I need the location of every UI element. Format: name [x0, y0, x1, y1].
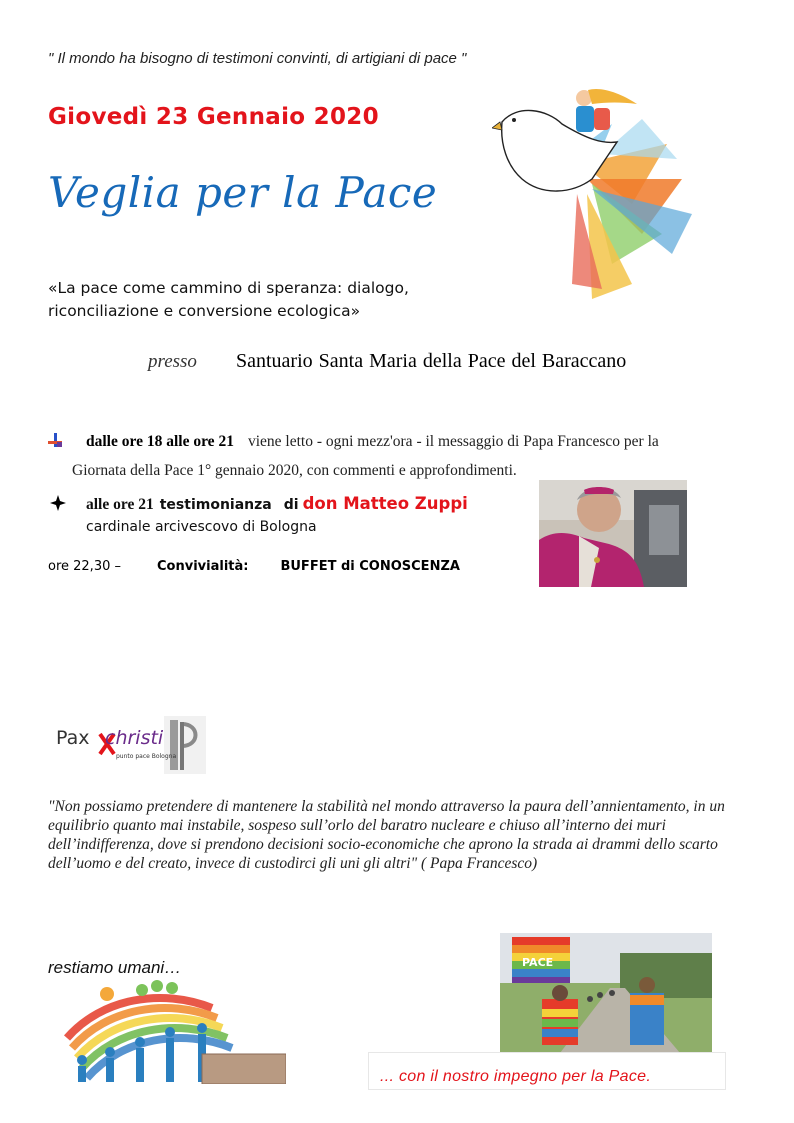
logo-christi: christi	[105, 727, 164, 749]
peace-march-photo	[500, 933, 712, 1053]
event-title: Veglia per la Pace	[48, 168, 438, 217]
item1-text: viene letto - ogni mezz'ora - il messaggio di Papa Francesco per la	[247, 433, 659, 450]
item3-label: Convivialità:	[157, 559, 249, 574]
program-item-3	[48, 559, 460, 574]
diamond-bullet-icon	[50, 495, 66, 511]
item1-time: dalle ore 18 alle ore 21	[86, 433, 234, 450]
item3-event: BUFFET di CONOSCENZA	[280, 559, 460, 574]
event-subtitle: «La pace come cammino di speranza: dialogo, riconciliazione e conversione ecologica»	[48, 279, 409, 320]
item2-time: alle ore 21	[86, 496, 154, 513]
event-date: Giovedì 23 Gennaio 2020	[48, 104, 379, 130]
item1-text-cont: Giornata della Pace 1° gennaio 2020, con commenti e approfondimenti.	[72, 462, 517, 479]
item3-time: ore 22,30 –	[48, 559, 121, 574]
program-item-2	[86, 494, 468, 514]
rainbow-people-illustration	[62, 978, 286, 1084]
speaker-photo	[539, 480, 687, 587]
pope-quote: "Non possiamo pretendere di mantenere la stabilità nel mondo attraverso la paura dell’annientamento, in un equilibrio quanto mai instabile, sospeso sull’orlo del baratro nucleare e chiuso all’interno dei muri dell’indifferenza, dove si prendono decisioni socio-economiche che aprono la strada ai drammi dello scarto dell’uomo e del creato, invece di custodirci gli uni gli altri" ( Papa Francesco)	[48, 798, 725, 872]
venue-name: Santuario Santa Maria della Pace del Baraccano	[236, 350, 627, 372]
program-item-1	[48, 433, 659, 451]
restiamo-umani: restiamo umani…	[48, 958, 182, 977]
opening-quote: " Il mondo ha bisogno di testimoni convinti, di artigiani di pace "	[48, 50, 467, 67]
flag-text: PACE	[522, 956, 554, 969]
logo-sub: punto pace Bologna	[116, 753, 177, 760]
pax-christi-logo	[52, 712, 212, 778]
speaker-name: don Matteo Zuppi	[302, 494, 468, 513]
item2-di: di	[283, 497, 299, 513]
item2-label: testimonianza	[159, 497, 272, 513]
dove-illustration	[492, 84, 704, 304]
speaker-role: cardinale arcivescovo di Bologna	[86, 519, 317, 535]
logo-pax: Pax	[56, 727, 90, 749]
presso-label: presso	[148, 351, 197, 372]
impegno-text: ... con il nostro impegno per la Pace.	[380, 1068, 652, 1085]
